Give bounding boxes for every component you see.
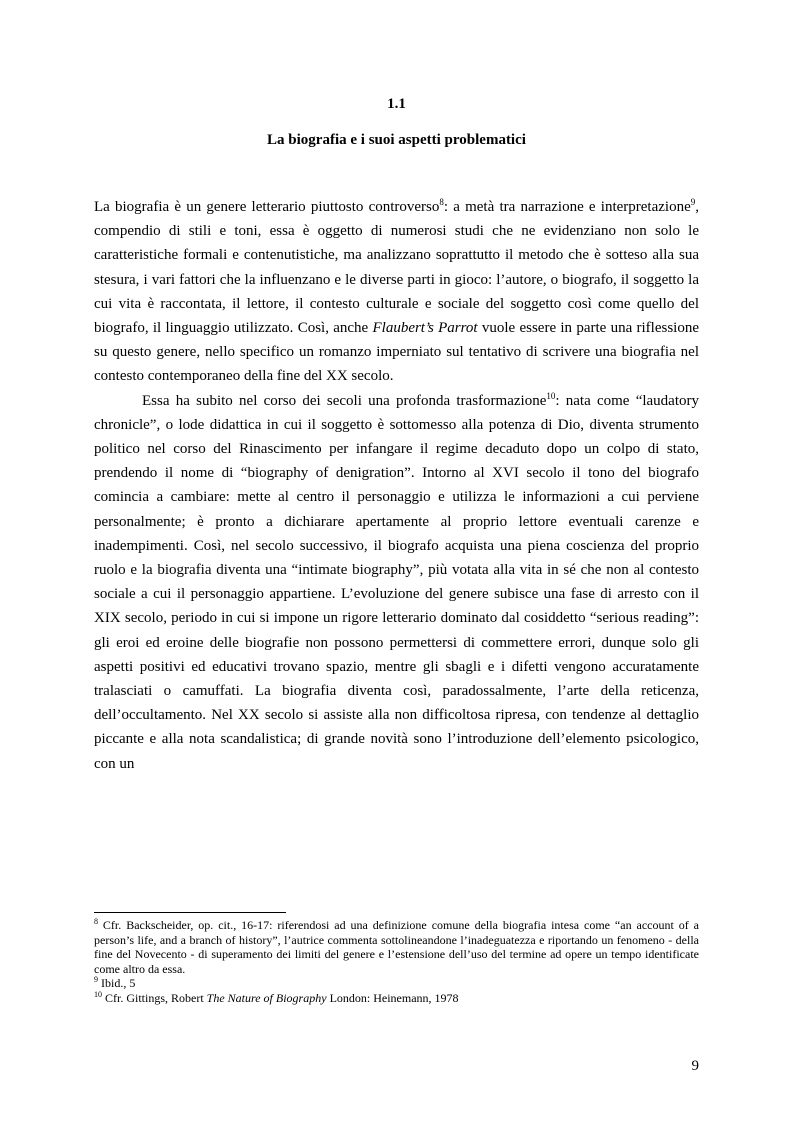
footnote-ref-10: 10 [546,390,556,401]
footnote-9-mark: 9 [94,975,98,984]
footnote-10-text-a: Cfr. Gittings, Robert [102,990,207,1005]
footnotes [94,918,699,1005]
chapter-title: La biografia e i suoi aspetti problematici [267,132,526,148]
footnote-8-mark: 8 [94,917,98,926]
paragraph-1-text-d: vuole essere in parte una riflessione su questo genere, nello specifico un romanzo imperniato sul tentativo di scrivere una biografia nel contesto contemporaneo della fine del XX secolo. [94,320,699,385]
paragraph-1 [94,195,699,389]
footnote-10 [94,991,699,1006]
paragraph-2-text-a: Essa ha subito nel corso dei secoli una profonda trasformazione [142,392,547,409]
paragraph-2 [94,389,699,776]
footnote-8 [94,918,699,976]
footnote-10-italic: The Nature of Biography [206,990,327,1005]
chapter-number: 1.1 [387,96,406,112]
footnote-10-text-b: London: Heinemann, 1978 [326,990,459,1005]
footnote-10-mark: 10 [94,989,102,999]
footnote-9 [94,976,699,991]
footnote-8-text: Cfr. Backscheider, op. cit., 16-17: riferendosi ad una definizione comune della biografia intesa come “an account of a person’s life, and a branch of history”, l’autrice commenta sottolineandone l’inadeguatezza e riportando un fenomeno - della fine del Novecento - di superamento dei limiti del genere e l’estensione dell’uso del termine ad opere un tempo identificate come altro da essa. [94,918,699,976]
footnote-separator [94,912,286,913]
paragraph-1-text-c: , compendio di stili e toni, essa è oggetto di numerosi studi che ne evidenziano non solo le caratteristiche formali e contenutistiche, ma analizzano soprattutto il metodo che è sotteso alla sua stesura, i vari fattori che la influenzano e le diverse parti in gioco: l’autore, o biografo, il soggetto la cui vita è raccontata, il lettore, il contesto culturale e sociale del soggetto così come quello del biografo, il linguaggio utilizzato. Così, anche [94,199,699,337]
footnote-ref-8: 8 [439,197,444,207]
paragraph-2-text-b: : nata come “laudatory chronicle”, o lode didattica in cui il soggetto è sottomesso alla potenza di Dio, diventa strumento politico nel corso del Rinascimento per infangare il regime decaduto dopo un colpo di stato, prendendo il nome di “biography of denigration”. Intorno al XVI secolo il tono del biografo comincia a cambiare: mette al centro il personaggio e utilizza le informazioni a cui perviene personalmente; è pronto a dichiarare apertamente al proprio lettore eventuali carenze e inadempimenti. Così, nel secolo successivo, il biografo acquista una piena coscienza del proprio ruolo e la biografia diventa una “intimate biography”, più votata alla vita in sé che non al contesto sociale a cui il personaggio appartiene. L’evoluzione del genere subisce una fase di arresto con il XIX secolo, periodo in cui si impone un rigore letterario dominato dal cosiddetto “serious reading”: gli eroi ed eroine delle biografie non possono permettersi di commettere errori, dunque solo gli aspetti positivi ed educativi trovano spazio, mentre gli sbagli e i difetti vengono accuratamente tralasciati o camuffati. La biografia diventa così, paradossalmente, l’arte della reticenza, dell’occultamento. Nel XX secolo si assiste alla non difficoltosa ripresa, con tendenze al dettaglio piccante e alla nota scandalistica; di grande novità sono l’introduzione dell’elemento psicologico, con un [94,392,700,772]
footnote-ref-9: 9 [690,197,696,207]
paragraph-1-text-a: La biografia è un genere letterario piuttosto controverso [94,199,440,215]
page-number: 9 [691,1058,699,1074]
footnote-9-text: Ibid., 5 [98,976,136,990]
book-title-italic: Flaubert’s Parrot [372,320,478,337]
body-text [94,195,699,776]
paragraph-1-text-b: : a metà tra narrazione e interpretazione [443,199,691,215]
